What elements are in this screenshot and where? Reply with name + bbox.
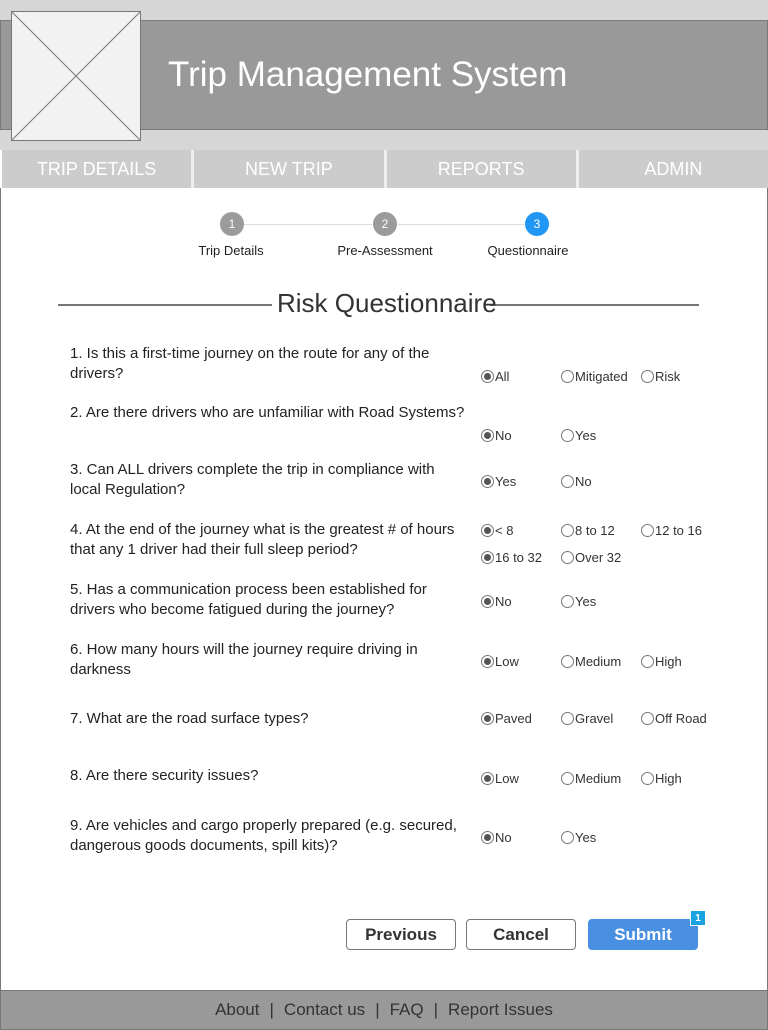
radio-button[interactable] <box>641 370 654 383</box>
radio-option[interactable] <box>561 369 628 384</box>
radio-button[interactable] <box>481 475 494 488</box>
radio-label: No <box>495 428 512 443</box>
radio-button[interactable] <box>641 655 654 668</box>
footer-link-report-issues[interactable]: Report Issues <box>448 1000 553 1019</box>
radio-option[interactable] <box>481 654 519 669</box>
radio-label: Gravel <box>575 711 614 726</box>
stepper-connector <box>244 224 372 225</box>
radio-button[interactable] <box>561 655 574 668</box>
step-2-label: Pre-Assessment <box>337 243 433 258</box>
radio-label: High <box>655 654 682 669</box>
tab-admin[interactable]: ADMIN <box>579 150 768 188</box>
radio-button[interactable] <box>481 370 494 383</box>
notification-badge: 1 <box>690 910 706 926</box>
radio-button[interactable] <box>641 524 654 537</box>
footer-link-contact[interactable]: Contact us <box>283 1000 366 1019</box>
radio-option[interactable] <box>561 711 613 726</box>
radio-button[interactable] <box>481 551 494 564</box>
app-title: Trip Management System <box>168 55 568 94</box>
radio-label: Medium <box>575 771 622 786</box>
radio-label: < 8 <box>495 523 514 538</box>
radio-label: No <box>495 594 512 609</box>
radio-label: Risk <box>655 369 681 384</box>
radio-button[interactable] <box>481 772 494 785</box>
radio-button[interactable] <box>481 524 494 537</box>
radio-button[interactable] <box>561 524 574 537</box>
radio-option[interactable] <box>561 594 596 609</box>
radio-label: No <box>495 830 512 845</box>
logo-placeholder-icon <box>11 11 141 141</box>
question-text: 6. How many hours will the journey require driving in darkness <box>70 641 418 678</box>
question-text: 1. Is this a first-time journey on the route for any of the drivers? <box>70 345 430 382</box>
radio-label: Yes <box>495 474 517 489</box>
cancel-button[interactable]: Cancel <box>466 919 576 950</box>
radio-label: Yes <box>575 830 597 845</box>
radio-option[interactable] <box>561 474 592 489</box>
radio-button[interactable] <box>561 712 574 725</box>
step-1-label: Trip Details <box>198 243 264 258</box>
step-3-indicator: 3 <box>525 212 549 236</box>
radio-button[interactable] <box>641 772 654 785</box>
radio-button[interactable] <box>561 429 574 442</box>
radio-option[interactable] <box>481 771 519 786</box>
radio-option[interactable] <box>561 830 596 845</box>
footer-separator: | <box>375 1000 380 1019</box>
radio-button[interactable] <box>481 429 494 442</box>
radio-button[interactable] <box>481 655 494 668</box>
radio-label: Paved <box>495 711 532 726</box>
radio-option[interactable] <box>561 523 615 538</box>
radio-option[interactable] <box>481 369 509 384</box>
radio-button[interactable] <box>561 370 574 383</box>
radio-label: Low <box>495 654 519 669</box>
radio-option[interactable] <box>481 830 512 845</box>
radio-button[interactable] <box>641 712 654 725</box>
radio-button[interactable] <box>481 595 494 608</box>
step-1-indicator: 1 <box>220 212 244 236</box>
tab-new-trip[interactable]: NEW TRIP <box>194 150 383 188</box>
radio-option[interactable] <box>481 711 532 726</box>
radio-option[interactable] <box>561 771 621 786</box>
question-text: 9. Are vehicles and cargo properly prepared (e.g. secured, dangerous goods documents, spill kits)? <box>70 817 457 854</box>
radio-option[interactable] <box>481 550 542 565</box>
radio-label: 8 to 12 <box>575 523 615 538</box>
submit-button[interactable]: Submit <box>588 919 698 950</box>
radio-option[interactable] <box>481 428 512 443</box>
radio-button[interactable] <box>561 595 574 608</box>
radio-label: Yes <box>575 594 597 609</box>
radio-option[interactable] <box>641 771 682 786</box>
question-text: 3. Can ALL drivers complete the trip in compliance with local Regulation? <box>70 461 435 498</box>
footer-separator: | <box>269 1000 274 1019</box>
step-3-label: Questionnaire <box>487 243 569 258</box>
radio-option[interactable] <box>481 474 516 489</box>
step-2-indicator: 2 <box>373 212 397 236</box>
radio-button[interactable] <box>481 712 494 725</box>
footer-link-about[interactable]: About <box>215 1000 260 1019</box>
tab-reports[interactable]: REPORTS <box>387 150 576 188</box>
radio-label: Medium <box>575 654 622 669</box>
radio-option[interactable] <box>561 550 621 565</box>
previous-button[interactable]: Previous <box>346 919 456 950</box>
radio-button[interactable] <box>561 831 574 844</box>
radio-option[interactable] <box>641 654 682 669</box>
radio-label: Yes <box>575 428 597 443</box>
footer <box>0 990 768 1030</box>
heading-divider-right <box>490 304 699 306</box>
radio-option[interactable] <box>561 428 596 443</box>
nav-bar <box>2 150 768 188</box>
page-title: Risk Questionnaire <box>277 288 497 318</box>
radio-label: Low <box>495 771 519 786</box>
radio-option[interactable] <box>641 711 707 726</box>
footer-separator: | <box>433 1000 439 1019</box>
radio-option[interactable] <box>481 523 513 538</box>
question-text: 4. At the end of the journey what is the greatest # of hours that any 1 driver had their full sleep period? <box>70 521 455 558</box>
radio-button[interactable] <box>561 475 574 488</box>
stepper-connector <box>398 224 524 225</box>
radio-button[interactable] <box>561 551 574 564</box>
radio-label: 16 to 32 <box>495 550 542 565</box>
footer-link-faq[interactable]: FAQ <box>389 1000 424 1019</box>
question-text: 8. Are there security issues? <box>70 767 259 784</box>
tab-trip-details[interactable]: TRIP DETAILS <box>2 150 191 188</box>
radio-label: Over 32 <box>575 550 622 565</box>
radio-button[interactable] <box>481 831 494 844</box>
radio-option[interactable] <box>561 654 621 669</box>
radio-option[interactable] <box>481 594 512 609</box>
question-text: 5. Has a communication process been established for drivers who become fatigued during the journey? <box>70 581 427 618</box>
radio-label: 12 to 16 <box>655 523 702 538</box>
radio-label: High <box>655 771 682 786</box>
heading-divider-left <box>58 304 272 306</box>
radio-label: Off Road <box>655 711 707 726</box>
question-text: 2. Are there drivers who are unfamiliar with Road Systems? <box>70 404 465 421</box>
radio-option[interactable] <box>641 369 680 384</box>
radio-button[interactable] <box>561 772 574 785</box>
question-text: 7. What are the road surface types? <box>70 710 309 727</box>
radio-label: No <box>575 474 592 489</box>
radio-label: All <box>495 369 510 384</box>
radio-label: Mitigated <box>575 369 628 384</box>
radio-option[interactable] <box>641 523 702 538</box>
